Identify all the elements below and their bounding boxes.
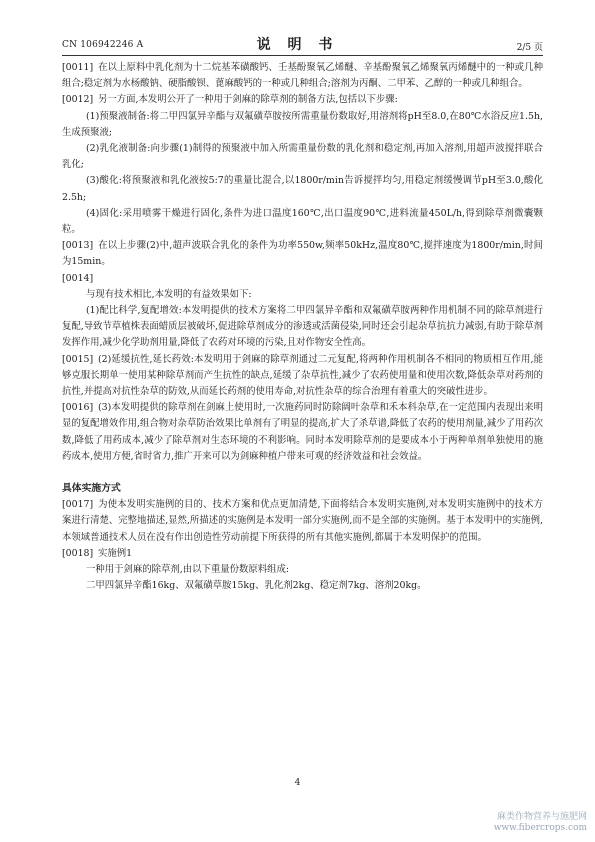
- header-divider: [62, 55, 543, 56]
- paragraph-tag: [0018]: [62, 547, 94, 559]
- paragraph-0016: [62, 400, 543, 465]
- benefits-intro: 与现有技术相比,本发明的有益效果如下:: [86, 288, 252, 300]
- paragraph-tag: [0013]: [62, 240, 94, 252]
- paragraph-0018: [62, 546, 543, 562]
- paragraph-tag: [0014]: [62, 272, 94, 284]
- paragraph-0012: [62, 92, 543, 108]
- paragraph-text: 在以上步骤(2)中,超声波联合乳化的条件为功率550w,频率50kHz,温度80℃,搅拌速度为1800r/min,时间为15min。: [62, 240, 543, 268]
- step-2: (2)乳化液制备:向步骤(1)制得的预聚液中加入所需重量份数的乳化剂和稳定剂,再加入溶剂,用超声波搅拌联合乳化;: [62, 143, 543, 171]
- paragraph-tag: [0016]: [62, 402, 94, 414]
- paragraph-0013: [62, 238, 543, 270]
- watermark: [494, 812, 587, 834]
- paragraph-tag: [0012]: [62, 94, 94, 106]
- watermark-line-2: www.fibercrops.com: [493, 823, 587, 833]
- paragraph-text: 在以上原料中乳化剂为十二烷基苯磺酸钙、壬基酚聚氧乙烯醚、辛基酚聚氧乙烯聚氧丙烯醚中的一种或几种组合;稳定剂为水杨酸钠、硬脂酸钡、蓖麻酸钙的一种或几种组合;溶剂为丙酮、二甲苯、乙醇的一种或几种组合。: [62, 62, 543, 90]
- paragraph-0014: [62, 271, 543, 287]
- watermark-line-1: 麻类作物营养与施肥网: [496, 812, 587, 822]
- paragraph-tag: [0017]: [62, 499, 94, 511]
- step-3: (3)酸化:将预聚液和乳化液按5:7的重量比混合,以1800r/min告诉搅拌均匀,用稳定剂缓慢调节pH至3.0,酸化2.5h;: [62, 175, 543, 203]
- example-intro: 一种用于剑麻的除草剂,由以下重量份数原料组成:: [86, 564, 290, 576]
- page-title: 说 明 书: [256, 37, 339, 53]
- example-formula: 二甲四氯异辛酯16kg、双氟磺草胺15kg、乳化剂2kg、稳定剂7kg、溶剂20kg。: [86, 580, 427, 592]
- document-body: [62, 60, 543, 595]
- patent-number: CN 106942246 A: [62, 40, 144, 50]
- step-1: (1)预聚液制备:将二甲四氯异辛酯与双氟磺草胺按所需重量份数取好,用溶剂将pH至8.0,在80℃水浴反应1.5h,生成预聚液;: [62, 110, 543, 138]
- paragraph-text: (3)本发明提供的除草剂在剑麻上使用时,一次施药同时防除阔叶杂草和禾本科杂草,在一定范围内表现出来明显的复配增效作用,组合物对杂草防治效果比单剂有了明显的提高,扩大了杀草谱,降低了农药的使用剂量,减少了用药次数,降低了用药成本,减少了除草剂对生态环境的不利影响。同时本发明除草剂的是要成本小于两种单剂单独使用的施药成本,使用方便,省时省力,推广开来可以为剑麻种植户带来可观的经济效益和社会效益。: [62, 402, 543, 462]
- paragraph-text: 另一方面,本发明公开了一种用于剑麻的除草剂的制备方法,包括以下步骤:: [98, 94, 398, 106]
- page-indicator: 2/5 页: [516, 43, 543, 53]
- paragraph-0017: [62, 497, 543, 546]
- paragraph-0011: [62, 60, 543, 92]
- benefit-1: (1)配比科学,复配增效:本发明提供的技术方案将二甲四氯异辛酯和双氟磺草胺两种作用机制不同的除草剂进行复配,导致节草植株表面蜡质层被破坏,促进除草剂成分的渗透或活菌侵染,同时还会引起杂草抗抗力减弱,有助于除草剂发挥作用,减少化学助剂用量,降低了农药对环境的污染,且对作物安全性高。: [62, 305, 543, 349]
- paragraph-text: (2)延缓抗性,延长药效:本发明用于剑麻的除草剂通过二元复配,将两种作用机制各不相同的物质相互作用,能够克服长期单一使用某种除草剂而产生抗性的缺点,延缓了杂草抗性,减少了农药使用量和使用次数,降低杂草对药剂的抗性,并提高对抗性杂草的防效,从而延长药剂的使用寿命,对抗性杂草的综合治理有着重大的突破性进步。: [62, 353, 543, 398]
- section-spacer: [62, 465, 543, 479]
- paragraph-0015: [62, 352, 543, 401]
- paragraph-text: 实施例1: [98, 547, 133, 559]
- paragraph-tag: [0015]: [62, 353, 94, 365]
- page-number: 4: [294, 778, 301, 788]
- paragraph-text: 为使本发明实施例的目的、技术方案和优点更加清楚,下面将结合本发明实施例,对本发明实施例中的技术方案进行清楚、完整地描述,显然,所描述的实施例是本发明一部分实施例,而不是全部的实施例。基于本发明中的实施例,本领域普通技术人员在没有作出创造性劳动前提下所获得的所有其他实施例,都属于本发明保护的范围。: [62, 499, 543, 543]
- step-4: (4)固化:采用喷雾干燥进行固化,条件为进口温度160℃,出口温度90℃,进料流量450L/h,得到除草剂微囊颗粒。: [62, 207, 543, 236]
- paragraph-tag: [0011]: [62, 62, 94, 73]
- section-heading: 具体实施方式: [62, 483, 121, 495]
